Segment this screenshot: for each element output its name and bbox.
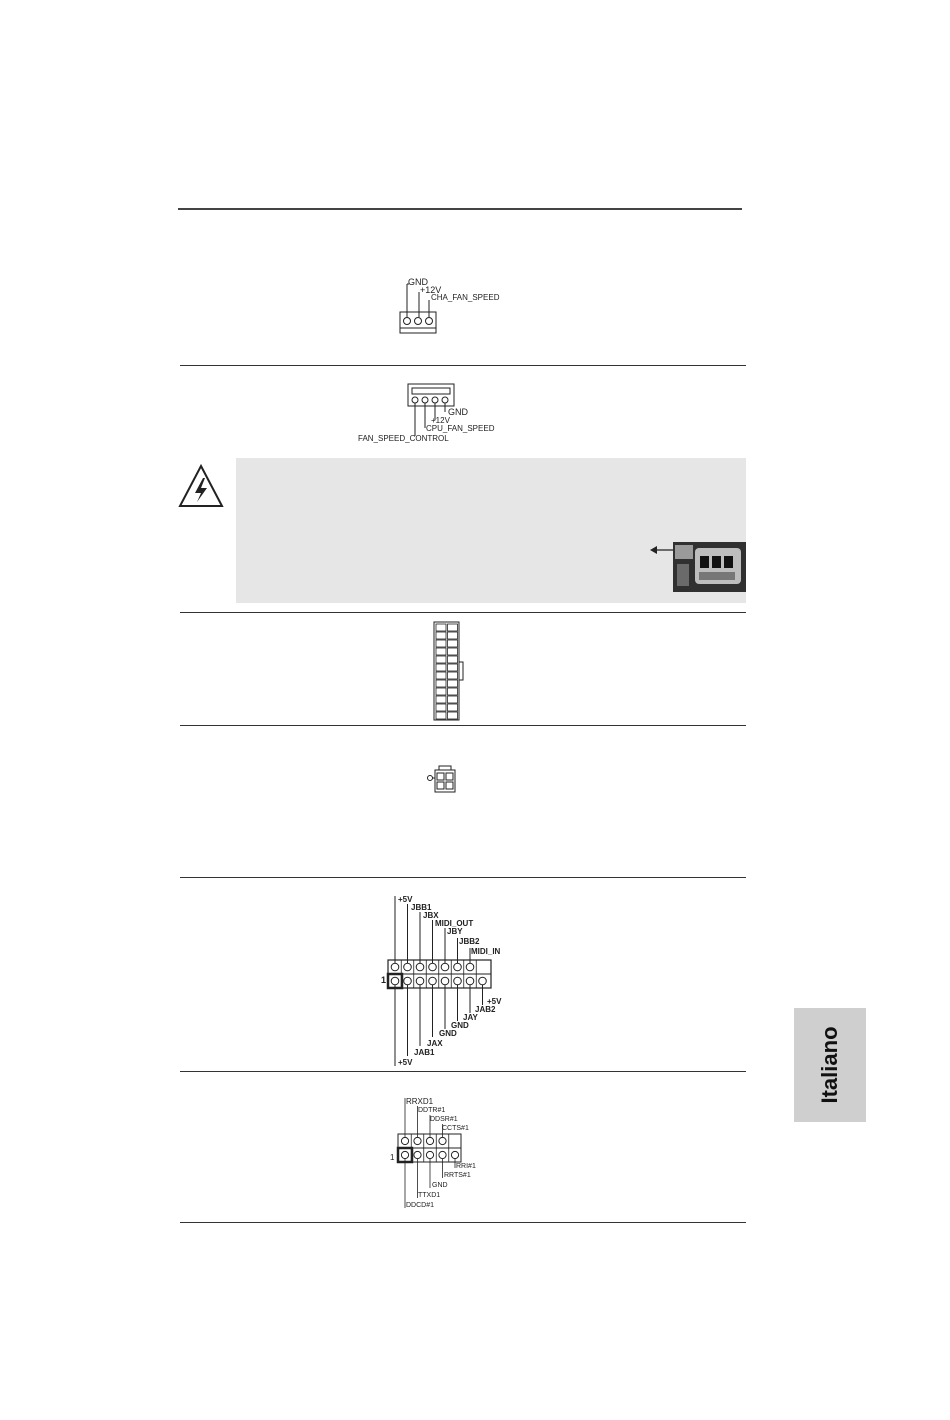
atx-pin [448, 712, 458, 719]
midi-top-label-jby: JBY [447, 927, 463, 936]
midi-pin [454, 963, 462, 971]
section-divider [180, 1071, 746, 1072]
com-bottom-label-rri1: RRI#1 [456, 1163, 476, 1170]
atx-pin [448, 640, 458, 647]
midi-pin [391, 963, 399, 971]
com-bottom-label-gnd: GND [432, 1182, 448, 1189]
midi-pin [416, 977, 424, 985]
atx-pin [448, 672, 458, 679]
atx-pin [436, 688, 446, 695]
atx-pin [436, 712, 446, 719]
cpu-fan-pin-control: FAN_SPEED_CONTROL [358, 434, 449, 443]
atx-pin [436, 640, 446, 647]
com-pin [439, 1137, 446, 1144]
warning-high-voltage-icon [176, 462, 226, 510]
atx-pin [448, 624, 458, 631]
language-tab-label: Italiano [817, 1026, 842, 1104]
atx-pin [436, 672, 446, 679]
cpu-fan-pin-12v: +12V [431, 416, 450, 425]
midi-pin [404, 963, 412, 971]
cpu-fan-pin-speed: CPU_FAN_SPEED [426, 424, 495, 433]
midi-pin [404, 977, 412, 985]
atx-pin [448, 704, 458, 711]
midi-pin [416, 963, 424, 971]
atx-12v-connector-diagram [424, 764, 464, 796]
com-bottom-label-ttxd1: TTXD1 [418, 1192, 441, 1199]
com-pin [451, 1151, 458, 1158]
atx-pin [448, 688, 458, 695]
midi-pin [441, 963, 449, 971]
com-top-label-ddtr1: DDTR#1 [418, 1107, 446, 1114]
cha-fan-pin-12v: +12V [420, 285, 442, 295]
atx-pin [448, 680, 458, 687]
midi-bottom-label-jab2: JAB2 [475, 1005, 496, 1014]
language-side-tab [794, 1008, 866, 1122]
atx-pin [448, 648, 458, 655]
midi-bottom-label-jax: JAX [427, 1039, 443, 1048]
atx-power-connector-diagram [432, 620, 472, 724]
midi-pin [429, 963, 437, 971]
com-pin1-label: 1 [390, 1153, 395, 1162]
atx-pin [448, 664, 458, 671]
com-bottom-label-rrts1: RRTS#1 [444, 1172, 471, 1179]
com-pin [414, 1151, 421, 1158]
midi-bottom-label-jab1: JAB1 [414, 1048, 435, 1057]
midi-top-label-5v: +5V [398, 895, 413, 904]
atx-pin [436, 664, 446, 671]
warning-note-box [236, 458, 746, 603]
header-rule [178, 208, 742, 210]
cpu-fan-connector-diagram [356, 380, 496, 446]
com-bottom-label-ddcd1: DDCD#1 [406, 1202, 435, 1209]
cha-fan-pin-speed: CHA_FAN_SPEED [431, 293, 500, 302]
com-top-label-ddsr1: DDSR#1 [430, 1116, 458, 1123]
midi-pin1-label: 1 [381, 975, 387, 985]
com-pin [401, 1151, 408, 1158]
section-divider [180, 365, 746, 366]
com-pin [401, 1137, 408, 1144]
midi-pin [391, 977, 399, 985]
midi-pin [441, 977, 449, 985]
midi-pin [454, 977, 462, 985]
midi-top-label-jbx: JBX [423, 911, 439, 920]
com-pin [439, 1151, 446, 1158]
cha-fan-connector-diagram [396, 272, 516, 338]
game-midi-header-diagram [378, 888, 518, 1070]
section-divider [180, 877, 746, 878]
midi-top-label-midi-in: MIDI_IN [471, 947, 501, 956]
fan-connector-photo [673, 542, 746, 592]
atx-pin [436, 624, 446, 631]
midi-pin [479, 977, 487, 985]
midi-bottom-label-gnd-a: GND [451, 1021, 469, 1030]
atx-pin [448, 656, 458, 663]
midi-bottom-label-jay: JAY [463, 1013, 478, 1022]
midi-top-label-jbb1: JBB1 [411, 903, 432, 912]
midi-pin [429, 977, 437, 985]
com-top-label-ccts1: CCTS#1 [442, 1125, 469, 1132]
com-port-header-diagram [388, 1090, 498, 1212]
left-arrow-icon [650, 545, 674, 555]
atx-pin [436, 696, 446, 703]
section-divider [180, 725, 746, 726]
midi-top-label-midi-out: MIDI_OUT [435, 919, 474, 928]
midi-bottom-label-5v-b: +5V [398, 1058, 413, 1067]
midi-bottom-label-gnd-b: GND [439, 1029, 457, 1038]
com-pin [426, 1151, 433, 1158]
atx-pin [448, 696, 458, 703]
midi-bottom-label-5v-a: +5V [487, 997, 502, 1006]
com-top-label-rrxd1: RRXD1 [406, 1097, 434, 1106]
atx-pin [436, 648, 446, 655]
atx-pin [448, 632, 458, 639]
section-divider [180, 612, 746, 613]
atx-pin [436, 656, 446, 663]
com-pin [426, 1137, 433, 1144]
atx-pin [436, 632, 446, 639]
midi-top-label-jbb2: JBB2 [459, 937, 480, 946]
com-pin [414, 1137, 421, 1144]
atx-pin [436, 704, 446, 711]
cpu-fan-pin-gnd: GND [448, 407, 468, 417]
midi-pin [466, 977, 474, 985]
section-divider [180, 1222, 746, 1223]
cha-fan-pin-gnd: GND [408, 277, 428, 287]
atx-pin [436, 680, 446, 687]
midi-pin [466, 963, 474, 971]
